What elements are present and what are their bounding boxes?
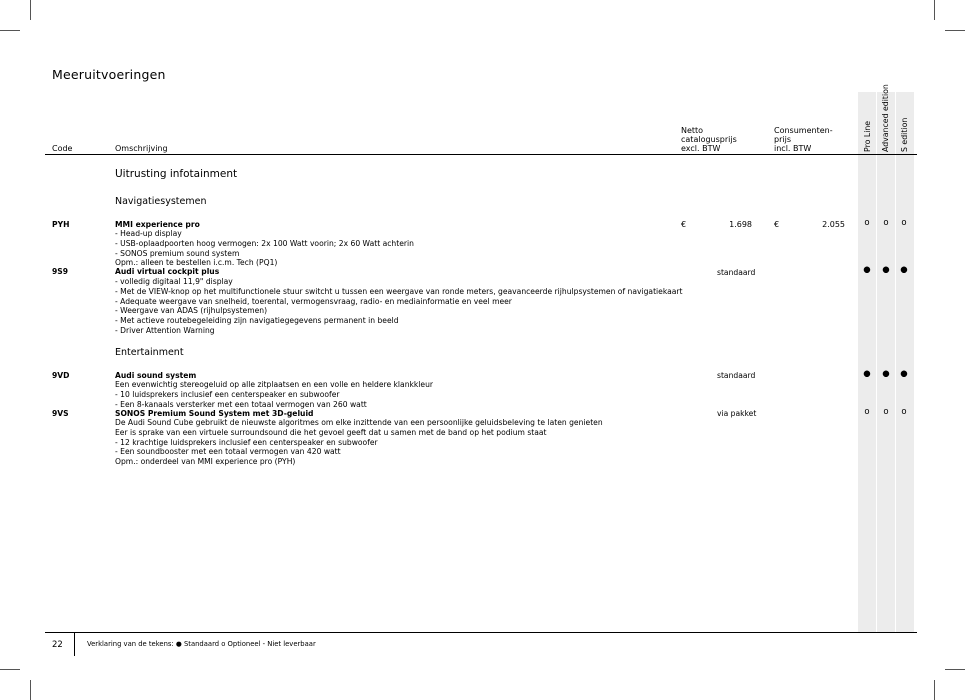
crop-mark [934, 0, 935, 20]
header-trim-advanced-edition: Advanced edition [881, 84, 890, 152]
header-divider [45, 154, 917, 155]
availability-pro-line: o [864, 407, 870, 417]
option-description: Een evenwichtig stereogeluid op alle zitplaatsen en een volle en heldere klankkleur - 10 luidsprekers inclusief een centerspeaker en subwoofer - Een 8-kanaals versterker met een totaal vermogen van 260 watt [115, 380, 434, 409]
consumer-price: 2.055 [822, 220, 845, 229]
header-trim-pro-line: Pro Line [863, 120, 872, 152]
header-code: Code [52, 144, 73, 153]
crop-mark [945, 30, 965, 31]
price-via-package: via pakket [717, 409, 757, 418]
header-trim-s-edition: S edition [900, 117, 909, 152]
availability-pro-line: ● [863, 265, 871, 275]
availability-s-edition: o [901, 407, 907, 417]
availability-s-edition: ● [900, 265, 908, 275]
availability-advanced-edition: o [883, 407, 889, 417]
option-code: 9S9 [52, 267, 69, 276]
option-description: De Audi Sound Cube gebruikt de nieuwste algoritmes om elke inzittende van een persoonlijke geluidsbeleving te laten genieten Eer is sprake van een virtuele surroundsound die het gevoel geeft dat u samen met de band op het podium staat - 12 krachtige luidsprekers inclusief een centerspeaker en subwoofer - Een soundbooster met een totaal vermogen van 420 watt Opm.: onderdeel van MMI experience pro (PYH) [115, 418, 603, 467]
header-consumer-price: Consumenten- prijs incl. BTW [774, 126, 833, 153]
trim-column-band [858, 92, 876, 632]
option-title: Audi sound system [115, 371, 197, 380]
option-description: - volledig digitaal 11,9" display - Met de VIEW-knop op het multifunctionele stuur switcht u tussen een weergave van ronde meters, geavanceerde rijhulpsystemen of navigatiekaart - Adequate weergave van snelheid, toerental, vermogensvraag, radio- en mediainformatie en veel meer - Weergave van ADAS (rijhulpsystemen) - Met actieve routebegeleiding zijn navigatiegegevens permanent in beeld - Driver Attention Warning [115, 277, 683, 335]
subsection-heading-entertainment: Entertainment [115, 347, 184, 358]
section-heading-infotainment: Uitrusting infotainment [115, 168, 238, 180]
header-description: Omschrijving [115, 144, 168, 153]
availability-advanced-edition: ● [882, 265, 890, 275]
price-standard: standaard [717, 268, 756, 277]
option-code: 9VS [52, 409, 69, 418]
option-title: MMI experience pro [115, 220, 200, 229]
availability-s-edition: o [901, 218, 907, 228]
crop-mark [0, 30, 20, 31]
page-title: Meeruitvoeringen [52, 67, 166, 82]
legend: Verklaring van de tekens: ● Standaard o Optioneel - Niet leverbaar [87, 640, 316, 648]
euro-symbol: € [681, 220, 687, 229]
crop-mark [934, 680, 935, 700]
option-title: Audi virtual cockpit plus [115, 267, 220, 276]
price-standard: standaard [717, 371, 756, 380]
availability-s-edition: ● [900, 369, 908, 379]
footer-separator [74, 632, 75, 656]
euro-symbol: € [774, 220, 780, 229]
trim-column-band [877, 92, 895, 632]
crop-mark [945, 669, 965, 670]
availability-pro-line: ● [863, 369, 871, 379]
netto-price: 1.698 [729, 220, 752, 229]
option-code: 9VD [52, 371, 70, 380]
availability-pro-line: o [864, 218, 870, 228]
availability-advanced-edition: ● [882, 369, 890, 379]
availability-advanced-edition: o [883, 218, 889, 228]
option-description: - Head-up display - USB-oplaadpoorten hoog vermogen: 2x 100 Watt voorin; 2x 60 Watt achterin - SONOS premium sound system Opm.: alleen te bestellen i.c.m. Tech (PQ1) [115, 229, 414, 268]
crop-mark [30, 680, 31, 700]
crop-mark [30, 0, 31, 20]
option-title: SONOS Premium Sound System met 3D-geluid [115, 409, 314, 418]
header-netto-price: Netto catalogusprijs excl. BTW [681, 126, 737, 153]
option-code: PYH [52, 220, 70, 229]
crop-mark [0, 669, 20, 670]
page-number: 22 [52, 640, 63, 650]
footer-divider [45, 632, 917, 633]
subsection-heading-navigation: Navigatiesystemen [115, 196, 207, 207]
trim-column-band [896, 92, 914, 632]
